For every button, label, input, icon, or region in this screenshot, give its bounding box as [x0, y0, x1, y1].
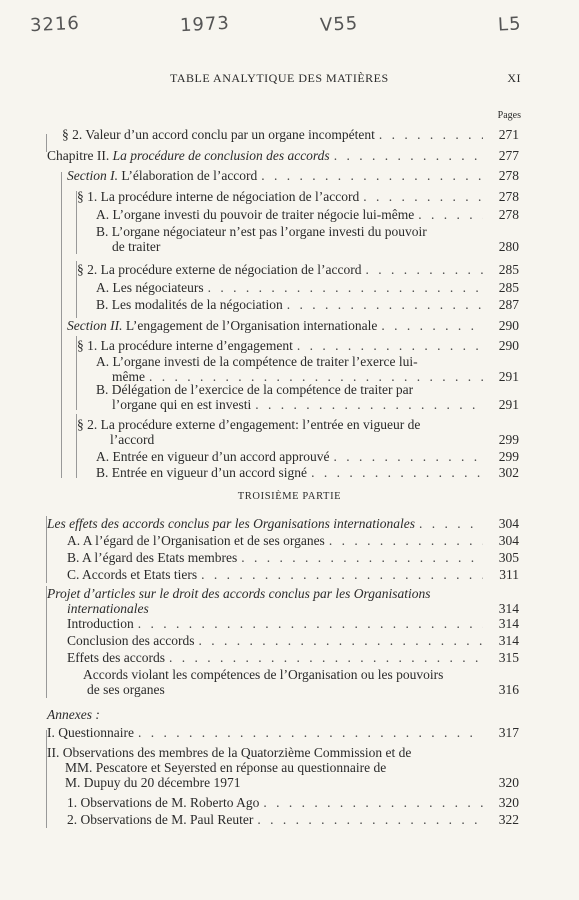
toc-subentry: A. Entrée en vigueur d’un accord approuvé . . . 299 — [96, 449, 519, 464]
toc-subentry: Conclusion des accords . . . 314 — [67, 633, 519, 648]
toc-subentry: A. A l’égard de l’Organisation et de ses organes . . . 304 — [67, 533, 519, 548]
handwritten-mark-2: 1973 — [179, 12, 231, 37]
page-number: 278 — [498, 189, 519, 204]
page-number: 277 — [498, 148, 519, 163]
page-number: 305 — [498, 550, 519, 565]
header-title: TABLE ANALYTIQUE DES MATIÈRES — [170, 71, 389, 85]
page-number: 314 — [498, 633, 519, 648]
toc-subentry: 2. Observations de M. Paul Reuter . . . 322 — [67, 812, 519, 827]
page-number: 280 — [498, 239, 519, 254]
header-page-number: XI — [507, 71, 521, 85]
page-number: 285 — [498, 280, 519, 295]
page-number: 291 — [498, 369, 519, 384]
toc-part-heading: Les effets des accords conclus par les Organisations internationales . . . 304 — [47, 516, 519, 531]
toc-entry: § 1. La procédure interne d’engagement . . . 290 — [77, 338, 519, 353]
page-number: 314 — [498, 616, 519, 631]
toc-subentry: B. A l’égard des Etats membres . . . 305 — [67, 550, 519, 565]
toc-part-heading: Annexes : — [47, 707, 100, 722]
page-number: 316 — [498, 682, 519, 697]
toc-section: Section II. L’engagement de l’Organisation internationale . . . 290 — [67, 318, 519, 333]
page-number: 290 — [498, 338, 519, 353]
toc-entry: § 1. La procédure interne de négociation de l’accord . . . 278 — [77, 189, 519, 204]
handwritten-mark-3: V55 — [319, 13, 359, 36]
toc-subentry: B. Délégation de l’exercice de la compétence de traiter par l’organe qui en est investi . . . 291 — [96, 382, 519, 412]
page-number: 290 — [498, 318, 519, 333]
page-number: 320 — [498, 795, 519, 810]
toc-entry: § 2. La procédure externe de négociation de l’accord . . . 285 — [77, 262, 519, 277]
toc-subentry: A. L’organe investi du pouvoir de traiter négocie lui-même . . . 278 — [96, 207, 519, 222]
handwritten-mark-1: 3216 — [29, 12, 81, 37]
toc-entry: I. Questionnaire . . . 317 — [47, 725, 519, 740]
page-number: 304 — [498, 533, 519, 548]
toc-entry: § 2. Valeur d’un accord conclu par un organe incompétent . . . 271 — [62, 127, 519, 142]
page-number: 304 — [498, 516, 519, 531]
toc-subentry: B. Les modalités de la négociation . . . 287 — [96, 297, 519, 312]
page-number: 302 — [498, 465, 519, 480]
toc-subentry: A. L’organe investi de la compétence de traiter l’exerce lui- même . . . 291 — [96, 354, 519, 384]
page-number: 311 — [499, 567, 519, 582]
page-number: 317 — [498, 725, 519, 740]
page-number: 314 — [498, 601, 519, 616]
toc-subentry: Accords violant les compétences de l’Organisation ou les pouvoirs de ses organes 316 — [83, 667, 519, 697]
toc-chapter: Chapitre II. La procédure de conclusion des accords . . . 277 — [47, 148, 519, 163]
page-number: 320 — [498, 775, 519, 790]
page-number: 278 — [498, 168, 519, 183]
toc-subentry: B. L’organe négociateur n’est pas l’organe investi du pouvoir de traiter 280 — [96, 224, 519, 254]
bracket-line — [61, 316, 62, 478]
toc-entry: II. Observations des membres de la Quatorzième Commission et de MM. Pescatore et Seyersted en réponse au questionnaire de M. Dupuy du 20 décembre 1971 320 — [47, 745, 519, 790]
toc-entry: § 2. La procédure externe d’engagement: l’entrée en vigueur de l’accord 299 — [77, 417, 519, 447]
page-number: 271 — [498, 127, 519, 142]
pages-column-label: Pages — [497, 110, 521, 121]
page-number: 291 — [498, 397, 519, 412]
toc-subentry: 1. Observations de M. Roberto Ago . . . 320 — [67, 795, 519, 810]
toc-subentry: C. Accords et Etats tiers . . . 311 — [67, 567, 519, 582]
page-number: 299 — [498, 432, 519, 447]
toc-subentry: A. Les négociateurs . . . 285 — [96, 280, 519, 295]
page-number: 287 — [498, 297, 519, 312]
page-number: 285 — [498, 262, 519, 277]
page-number: 322 — [498, 812, 519, 827]
page-number: 299 — [498, 449, 519, 464]
handwritten-mark-4: L5 — [497, 13, 523, 36]
page-number: 278 — [498, 207, 519, 222]
part-title: TROISIÈME PARTIE — [237, 491, 342, 502]
toc-subentry: Introduction . . . 314 — [67, 616, 519, 631]
toc-section: Section I. L’élaboration de l’accord . . . 278 — [67, 168, 519, 183]
toc-subentry: Effets des accords . . . 315 — [67, 650, 519, 665]
toc-subentry: B. Entrée en vigueur d’un accord signé . . . 302 — [96, 465, 519, 480]
bracket-line — [61, 172, 62, 318]
toc-part-heading: Projet d’articles sur le droit des accords conclus par les Organisations internationales 314 — [47, 586, 519, 616]
page-number: 315 — [498, 650, 519, 665]
